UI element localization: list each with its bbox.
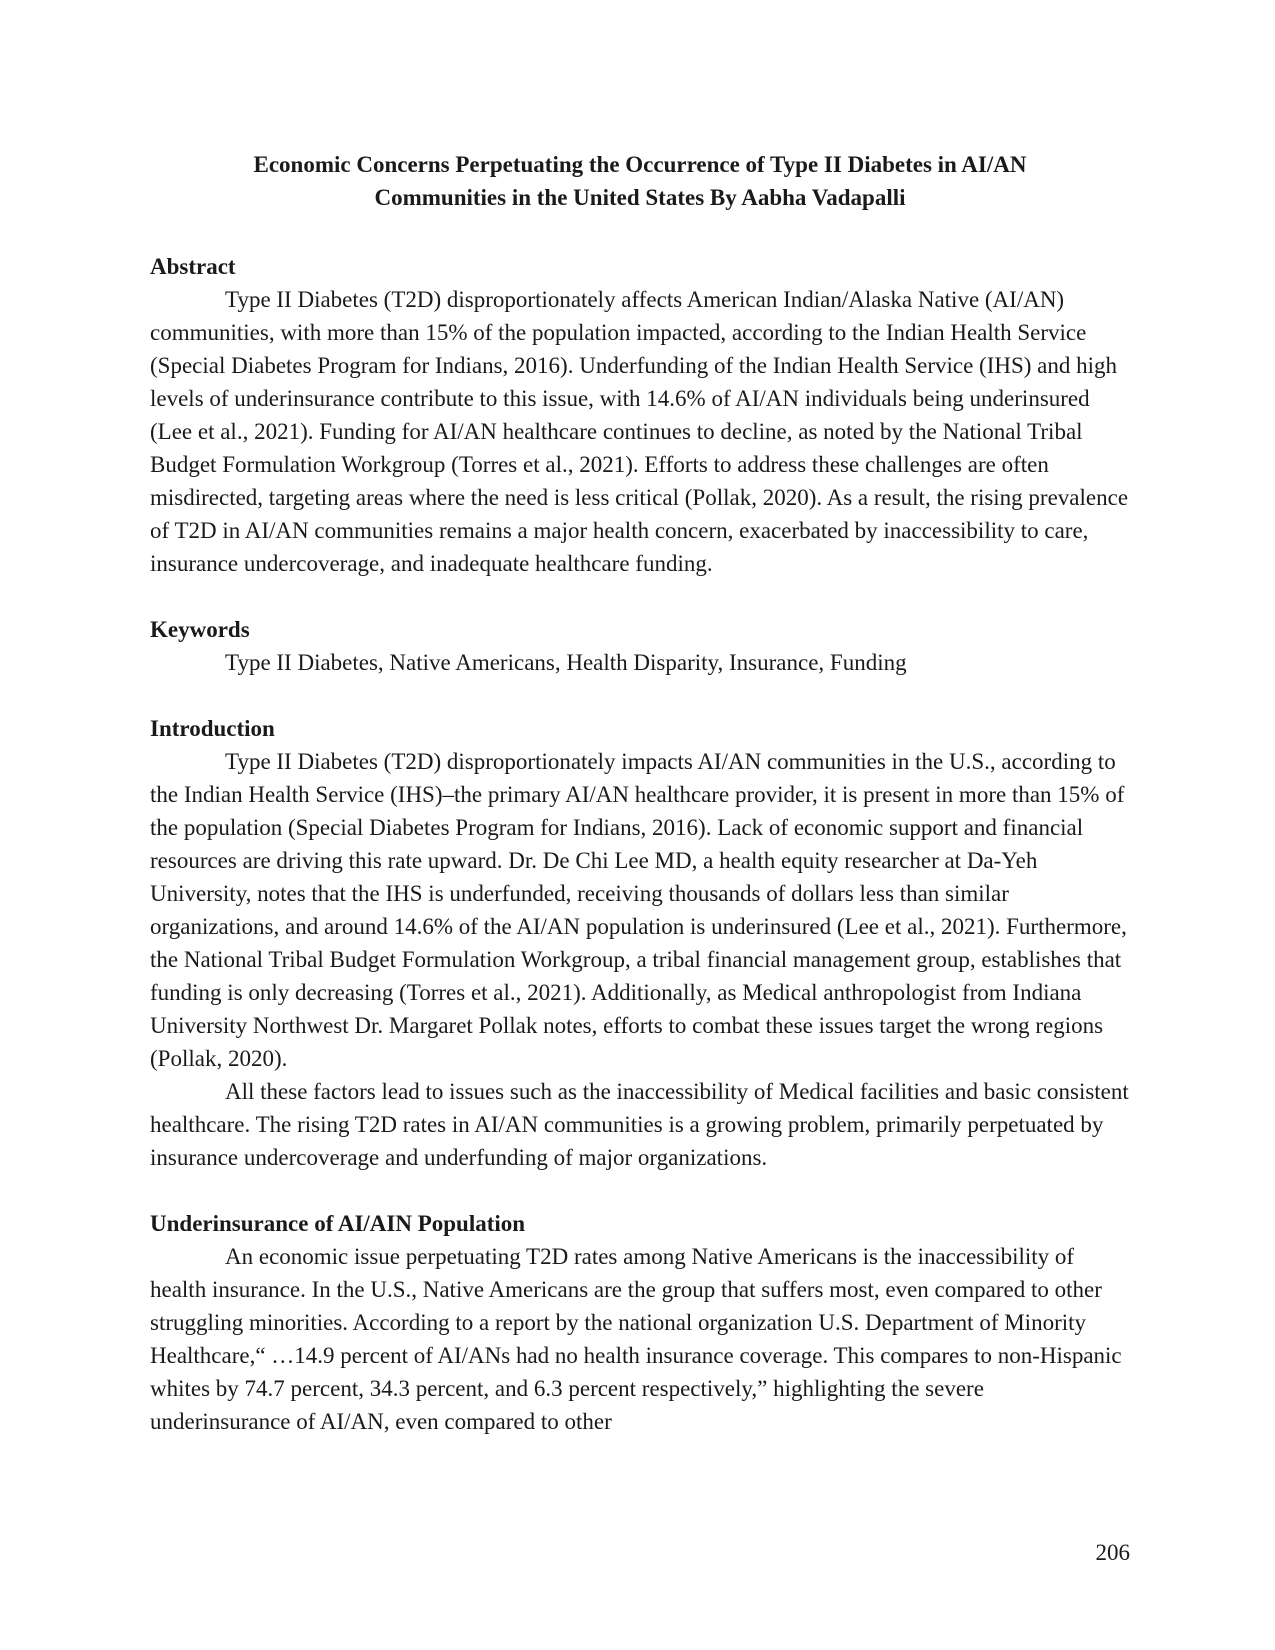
- paper-title-line-1: Economic Concerns Perpetuating the Occurrence of Type II Diabetes in AI/AN: [253, 152, 1027, 177]
- paper-title: [150, 148, 1130, 214]
- abstract-paragraph: Type II Diabetes (T2D) disproportionately affects American Indian/Alaska Native (AI/AN) communities, with more than 15% of the population impacted, according to the Indian Health Service (Special Diabetes Program for Indians, 2016). Underfunding of the Indian Health Service (IHS) and high levels of underinsurance contribute to this issue, with 14.6% of AI/AN individuals being underinsured (Lee et al., 2021). Funding for AI/AN healthcare continues to decline, as noted by the National Tribal Budget Formulation Workgroup (Torres et al., 2021). Efforts to address these challenges are often misdirected, targeting areas where the need is less critical (Pollak, 2020). As a result, the rising prevalence of T2D in AI/AN communities remains a major health concern, exacerbated by inaccessibility to care, insurance undercoverage, and inadequate healthcare funding.: [150, 287, 1129, 576]
- underinsurance-heading: Underinsurance of AI/AIN Population: [150, 1211, 526, 1236]
- keywords-heading: Keywords: [150, 617, 250, 642]
- underinsurance-paragraph: An economic issue perpetuating T2D rates among Native Americans is the inaccessibility of health insurance. In the U.S., Native Americans are the group that suffers most, even compared to other struggling minorities. According to a report by the national organization U.S. Department of Minority Healthcare,“ …14.9 percent of AI/ANs had no health insurance coverage. This compares to non-Hispanic whites by 74.7 percent, 34.3 percent, and 6.3 percent respectively,” highlighting the severe underinsurance of AI/AN, even compared to other: [150, 1244, 1122, 1434]
- introduction-paragraph-2: All these factors lead to issues such as the inaccessibility of Medical facilities and basic consistent healthcare. The rising T2D rates in AI/AN communities is a growing problem, primarily perpetuated by insurance undercoverage and underfunding of major organizations.: [150, 1079, 1129, 1170]
- abstract-section: [150, 250, 1130, 580]
- paper-title-line-2: Communities in the United States By Aabha Vadapalli: [374, 185, 906, 210]
- page-number: 206: [1095, 1540, 1130, 1565]
- abstract-heading: Abstract: [150, 254, 236, 279]
- introduction-section: [150, 712, 1130, 1174]
- keywords-section: [150, 613, 1130, 679]
- introduction-paragraph-1: Type II Diabetes (T2D) disproportionately impacts AI/AN communities in the U.S., according to the Indian Health Service (IHS)–the primary AI/AN healthcare provider, it is present in more than 15% of the population (Special Diabetes Program for Indians, 2016). Lack of economic support and financial resources are driving this rate upward. Dr. De Chi Lee MD, a health equity researcher at Da-Yeh University, notes that the IHS is underfunded, receiving thousands of dollars less than similar organizations, and around 14.6% of the AI/AN population is underinsured (Lee et al., 2021). Furthermore, the National Tribal Budget Formulation Workgroup, a tribal financial management group, establishes that funding is only decreasing (Torres et al., 2021). Additionally, as Medical anthropologist from Indiana University Northwest Dr. Margaret Pollak notes, efforts to combat these issues target the wrong regions (Pollak, 2020).: [150, 749, 1127, 1071]
- keywords-list: Type II Diabetes, Native Americans, Health Disparity, Insurance, Funding: [225, 650, 907, 675]
- introduction-heading: Introduction: [150, 716, 275, 741]
- underinsurance-section: [150, 1207, 1130, 1438]
- document-page: [150, 148, 1130, 1471]
